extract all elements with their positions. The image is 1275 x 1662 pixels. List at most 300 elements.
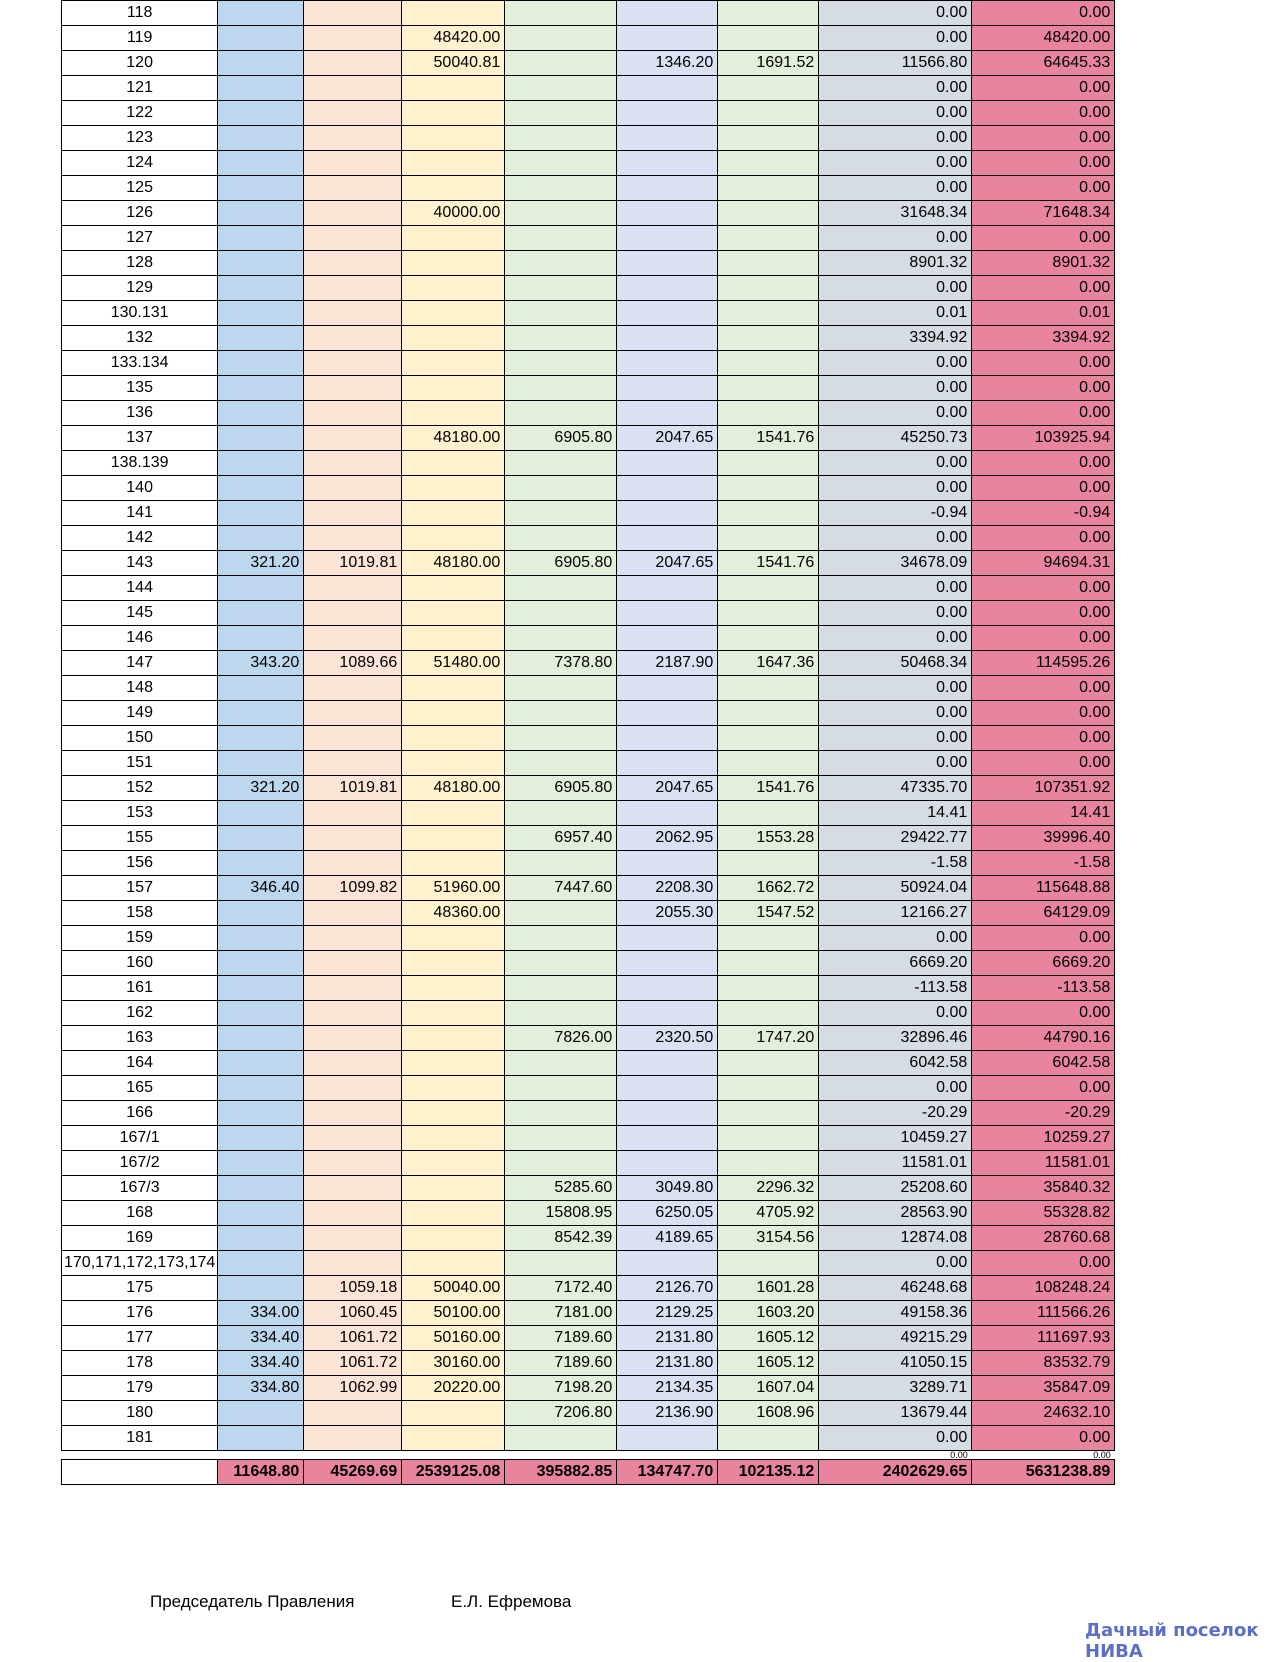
amount-cell: 2131.80 — [617, 1326, 718, 1351]
plot-number-cell: 140 — [62, 476, 218, 501]
amount-cell: 20220.00 — [402, 1376, 505, 1401]
amount-cell — [505, 751, 617, 776]
amount-cell — [718, 801, 819, 826]
amount-cell — [718, 251, 819, 276]
amount-cell: 1060.45 — [304, 1301, 402, 1326]
amount-cell — [402, 726, 505, 751]
amount-cell: 6250.05 — [617, 1201, 718, 1226]
amount-cell — [304, 251, 402, 276]
amount-cell: 2062.95 — [617, 826, 718, 851]
amount-cell: 48180.00 — [402, 551, 505, 576]
table-row — [62, 1176, 1115, 1201]
amount-cell — [718, 301, 819, 326]
amount-cell: 108248.24 — [972, 1276, 1115, 1301]
amount-cell — [218, 576, 304, 601]
amount-cell — [402, 1001, 505, 1026]
amount-cell — [402, 451, 505, 476]
amount-cell: 40000.00 — [402, 201, 505, 226]
amount-cell: 0.00 — [972, 1451, 1115, 1460]
amount-cell: 0.00 — [972, 176, 1115, 201]
table-row — [62, 226, 1115, 251]
amount-cell: 2296.32 — [718, 1176, 819, 1201]
amount-cell: 0.00 — [819, 126, 972, 151]
amount-cell — [505, 926, 617, 951]
amount-cell: 1099.82 — [304, 876, 402, 901]
amount-cell — [218, 1151, 304, 1176]
table-row — [62, 426, 1115, 451]
amount-cell — [402, 226, 505, 251]
amount-cell: 2187.90 — [617, 651, 718, 676]
amount-cell: 7198.20 — [505, 1376, 617, 1401]
amount-cell — [218, 751, 304, 776]
amount-cell — [304, 376, 402, 401]
amount-cell: 48360.00 — [402, 901, 505, 926]
amount-cell — [718, 626, 819, 651]
amount-cell: 50160.00 — [402, 1326, 505, 1351]
plot-number-cell: 136 — [62, 401, 218, 426]
amount-cell: 0.00 — [972, 226, 1115, 251]
amount-cell: 0.00 — [819, 526, 972, 551]
table-row — [62, 1101, 1115, 1126]
table-row — [62, 751, 1115, 776]
table-row — [62, 1326, 1115, 1351]
table-row — [62, 501, 1115, 526]
plot-number-cell: 152 — [62, 776, 218, 801]
amount-cell: 7189.60 — [505, 1351, 617, 1376]
amount-cell: 48420.00 — [972, 26, 1115, 51]
amount-cell — [218, 501, 304, 526]
table-row — [62, 1401, 1115, 1426]
plot-number-cell: 125 — [62, 176, 218, 201]
amount-cell — [617, 1, 718, 26]
amount-cell: 14.41 — [819, 801, 972, 826]
amount-cell — [218, 1251, 304, 1276]
amount-cell: 1541.76 — [718, 776, 819, 801]
amount-cell — [505, 576, 617, 601]
amount-cell — [402, 526, 505, 551]
amount-cell: 0.00 — [972, 601, 1115, 626]
table-row — [62, 851, 1115, 876]
amount-cell — [218, 1026, 304, 1051]
amount-cell: 51960.00 — [402, 876, 505, 901]
amount-cell — [402, 701, 505, 726]
amount-cell: -20.29 — [819, 1101, 972, 1126]
amount-cell — [505, 451, 617, 476]
amount-cell: 3049.80 — [617, 1176, 718, 1201]
amount-cell — [505, 1001, 617, 1026]
amount-cell: 0.00 — [819, 176, 972, 201]
table-row — [62, 276, 1115, 301]
amount-cell: 1019.81 — [304, 776, 402, 801]
table-row — [62, 176, 1115, 201]
amount-cell: 0.00 — [819, 351, 972, 376]
amount-cell — [218, 1276, 304, 1301]
amount-cell — [617, 101, 718, 126]
amount-cell: 111566.26 — [972, 1301, 1115, 1326]
amount-cell — [505, 976, 617, 1001]
amount-cell: 6042.58 — [972, 1051, 1115, 1076]
plot-number-cell: 127 — [62, 226, 218, 251]
amount-cell — [617, 951, 718, 976]
spacer-row — [62, 1451, 1115, 1460]
amount-cell — [402, 1176, 505, 1201]
amount-cell — [402, 1, 505, 26]
plot-number-cell: 159 — [62, 926, 218, 951]
amount-cell — [617, 726, 718, 751]
amount-cell — [505, 401, 617, 426]
amount-cell: 1062.99 — [304, 1376, 402, 1401]
plot-number-cell: 157 — [62, 876, 218, 901]
amount-cell — [617, 376, 718, 401]
amount-cell — [402, 1026, 505, 1051]
amount-cell: 1061.72 — [304, 1326, 402, 1351]
amount-cell: 0.00 — [819, 376, 972, 401]
amount-cell — [218, 526, 304, 551]
amount-cell: 5631238.89 — [972, 1460, 1115, 1485]
table-row — [62, 101, 1115, 126]
amount-cell: -113.58 — [972, 976, 1115, 1001]
table-row — [62, 251, 1115, 276]
amount-cell — [304, 151, 402, 176]
amount-cell: 28760.68 — [972, 1226, 1115, 1251]
amount-cell: 0.00 — [972, 576, 1115, 601]
amount-cell — [304, 201, 402, 226]
amount-cell — [505, 526, 617, 551]
amount-cell — [402, 576, 505, 601]
plot-number-cell: 138.139 — [62, 451, 218, 476]
table-row — [62, 776, 1115, 801]
table-row — [62, 1051, 1115, 1076]
amount-cell: 12166.27 — [819, 901, 972, 926]
amount-cell — [304, 1076, 402, 1101]
amount-cell — [402, 301, 505, 326]
amount-cell — [304, 976, 402, 1001]
amount-cell: 1601.28 — [718, 1276, 819, 1301]
amount-cell: 50924.04 — [819, 876, 972, 901]
amount-cell — [617, 1251, 718, 1276]
table-row — [62, 376, 1115, 401]
amount-cell: 0.00 — [819, 26, 972, 51]
plot-number-cell: 148 — [62, 676, 218, 701]
plot-number-cell — [62, 1451, 218, 1460]
table-row — [62, 726, 1115, 751]
amount-cell — [304, 1051, 402, 1076]
amount-cell: 0.00 — [972, 276, 1115, 301]
amount-cell: 114595.26 — [972, 651, 1115, 676]
amount-cell: 1059.18 — [304, 1276, 402, 1301]
table-row — [62, 801, 1115, 826]
amount-cell: 0.00 — [819, 1451, 972, 1460]
amount-cell: 0.00 — [972, 401, 1115, 426]
amount-cell — [218, 401, 304, 426]
amount-cell — [617, 801, 718, 826]
table-row — [62, 301, 1115, 326]
amount-cell: -20.29 — [972, 1101, 1115, 1126]
amount-cell — [304, 751, 402, 776]
amount-cell — [617, 701, 718, 726]
amount-cell: 3394.92 — [819, 326, 972, 351]
amount-cell: 49215.29 — [819, 1326, 972, 1351]
amount-cell — [218, 1051, 304, 1076]
amount-cell: 102135.12 — [718, 1460, 819, 1485]
amount-cell — [617, 976, 718, 1001]
amount-cell: 47335.70 — [819, 776, 972, 801]
table-row — [62, 676, 1115, 701]
amount-cell: 46248.68 — [819, 1276, 972, 1301]
amount-cell — [304, 176, 402, 201]
plot-number-cell: 166 — [62, 1101, 218, 1126]
amount-cell — [304, 401, 402, 426]
amount-cell — [718, 101, 819, 126]
amount-cell: 0.00 — [819, 926, 972, 951]
amount-cell — [718, 1251, 819, 1276]
amount-cell — [218, 26, 304, 51]
plot-number-cell — [62, 1460, 218, 1485]
amount-cell — [402, 501, 505, 526]
amount-cell — [218, 1176, 304, 1201]
amount-cell — [402, 476, 505, 501]
plot-number-cell: 124 — [62, 151, 218, 176]
amount-cell: 0.00 — [819, 601, 972, 626]
table-row — [62, 1026, 1115, 1051]
amount-cell: 45250.73 — [819, 426, 972, 451]
amount-cell: 2131.80 — [617, 1351, 718, 1376]
amount-cell: 34678.09 — [819, 551, 972, 576]
payments-table — [61, 0, 1115, 1485]
amount-cell — [505, 76, 617, 101]
amount-cell — [304, 576, 402, 601]
amount-cell — [505, 1451, 617, 1460]
amount-cell — [505, 701, 617, 726]
amount-cell — [304, 101, 402, 126]
amount-cell: 334.40 — [218, 1326, 304, 1351]
table-row — [62, 976, 1115, 1001]
plot-number-cell: 119 — [62, 26, 218, 51]
amount-cell: 24632.10 — [972, 1401, 1115, 1426]
amount-cell: 0.00 — [972, 1426, 1115, 1451]
amount-cell: 48420.00 — [402, 26, 505, 51]
amount-cell — [402, 951, 505, 976]
amount-cell — [218, 201, 304, 226]
amount-cell — [218, 351, 304, 376]
amount-cell — [505, 626, 617, 651]
amount-cell — [617, 576, 718, 601]
amount-cell: 64645.33 — [972, 51, 1115, 76]
amount-cell — [402, 126, 505, 151]
amount-cell: 321.20 — [218, 551, 304, 576]
plot-number-cell: 169 — [62, 1226, 218, 1251]
amount-cell: 0.00 — [819, 1001, 972, 1026]
amount-cell — [505, 801, 617, 826]
amount-cell — [218, 226, 304, 251]
amount-cell — [718, 376, 819, 401]
plot-number-cell: 160 — [62, 951, 218, 976]
amount-cell: 7181.00 — [505, 1301, 617, 1326]
table-row — [62, 1376, 1115, 1401]
amount-cell: 1346.20 — [617, 51, 718, 76]
amount-cell — [304, 601, 402, 626]
amount-cell — [218, 926, 304, 951]
totals-row — [62, 1460, 1115, 1485]
watermark-text: Дачный поселок НИВА — [1085, 1620, 1259, 1662]
amount-cell — [402, 376, 505, 401]
amount-cell — [218, 851, 304, 876]
table-row — [62, 1251, 1115, 1276]
table-row — [62, 1151, 1115, 1176]
amount-cell — [617, 1451, 718, 1460]
amount-cell: 0.00 — [972, 1251, 1115, 1276]
amount-cell — [505, 301, 617, 326]
amount-cell — [402, 1151, 505, 1176]
amount-cell — [505, 176, 617, 201]
amount-cell — [218, 51, 304, 76]
table-row — [62, 526, 1115, 551]
amount-cell: 0.00 — [819, 401, 972, 426]
amount-cell: 2402629.65 — [819, 1460, 972, 1485]
amount-cell: 41050.15 — [819, 1351, 972, 1376]
amount-cell — [304, 1026, 402, 1051]
amount-cell — [718, 1076, 819, 1101]
table-row — [62, 1, 1115, 26]
table-row — [62, 76, 1115, 101]
amount-cell — [718, 476, 819, 501]
amount-cell: 15808.95 — [505, 1201, 617, 1226]
amount-cell: 39996.40 — [972, 826, 1115, 851]
amount-cell: 0.00 — [819, 226, 972, 251]
amount-cell: 0.00 — [972, 76, 1115, 101]
plot-number-cell: 178 — [62, 1351, 218, 1376]
amount-cell — [304, 1126, 402, 1151]
amount-cell: 343.20 — [218, 651, 304, 676]
amount-cell — [505, 476, 617, 501]
plot-number-cell: 147 — [62, 651, 218, 676]
amount-cell: 0.00 — [819, 676, 972, 701]
amount-cell — [505, 51, 617, 76]
amount-cell: 0.00 — [972, 526, 1115, 551]
amount-cell — [304, 826, 402, 851]
amount-cell — [218, 176, 304, 201]
table-row — [62, 1076, 1115, 1101]
amount-cell: 0.00 — [972, 676, 1115, 701]
plot-number-cell: 155 — [62, 826, 218, 851]
plot-number-cell: 142 — [62, 526, 218, 551]
table-row — [62, 626, 1115, 651]
amount-cell — [718, 576, 819, 601]
amount-cell: 6669.20 — [972, 951, 1115, 976]
amount-cell: 11581.01 — [972, 1151, 1115, 1176]
amount-cell — [304, 901, 402, 926]
amount-cell: 7206.80 — [505, 1401, 617, 1426]
plot-number-cell: 123 — [62, 126, 218, 151]
amount-cell: 6905.80 — [505, 776, 617, 801]
amount-cell: 1541.76 — [718, 551, 819, 576]
amount-cell — [617, 626, 718, 651]
plot-number-cell: 128 — [62, 251, 218, 276]
amount-cell: 50468.34 — [819, 651, 972, 676]
amount-cell: 1019.81 — [304, 551, 402, 576]
amount-cell: 6957.40 — [505, 826, 617, 851]
amount-cell: 0.00 — [819, 751, 972, 776]
amount-cell: 1541.76 — [718, 426, 819, 451]
amount-cell: 3154.56 — [718, 1226, 819, 1251]
amount-cell — [304, 526, 402, 551]
amount-cell: 94694.31 — [972, 551, 1115, 576]
amount-cell: 35847.09 — [972, 1376, 1115, 1401]
amount-cell — [402, 801, 505, 826]
amount-cell: 0.00 — [972, 151, 1115, 176]
amount-cell — [505, 201, 617, 226]
amount-cell — [718, 276, 819, 301]
amount-cell — [304, 951, 402, 976]
amount-cell: 50040.00 — [402, 1276, 505, 1301]
amount-cell: 2129.25 — [617, 1301, 718, 1326]
amount-cell — [505, 1151, 617, 1176]
amount-cell — [617, 601, 718, 626]
table-row — [62, 51, 1115, 76]
amount-cell — [218, 476, 304, 501]
amount-cell — [402, 251, 505, 276]
plot-number-cell: 168 — [62, 1201, 218, 1226]
amount-cell — [718, 951, 819, 976]
amount-cell — [505, 601, 617, 626]
amount-cell — [402, 851, 505, 876]
amount-cell — [505, 901, 617, 926]
amount-cell — [505, 951, 617, 976]
amount-cell — [402, 1251, 505, 1276]
amount-cell — [718, 1451, 819, 1460]
amount-cell: 2136.90 — [617, 1401, 718, 1426]
amount-cell — [505, 1051, 617, 1076]
amount-cell — [304, 1101, 402, 1126]
amount-cell — [402, 1051, 505, 1076]
amount-cell — [304, 1401, 402, 1426]
amount-cell: 6669.20 — [819, 951, 972, 976]
amount-cell: 30160.00 — [402, 1351, 505, 1376]
amount-cell: 50040.81 — [402, 51, 505, 76]
amount-cell: 51480.00 — [402, 651, 505, 676]
amount-cell: 0.00 — [972, 701, 1115, 726]
amount-cell — [718, 1051, 819, 1076]
plot-number-cell: 151 — [62, 751, 218, 776]
amount-cell: 0.00 — [819, 701, 972, 726]
amount-cell — [617, 476, 718, 501]
amount-cell: 8542.39 — [505, 1226, 617, 1251]
amount-cell — [218, 1076, 304, 1101]
amount-cell: 35840.32 — [972, 1176, 1115, 1201]
amount-cell: 50100.00 — [402, 1301, 505, 1326]
amount-cell — [218, 1126, 304, 1151]
amount-cell — [505, 851, 617, 876]
amount-cell: 55328.82 — [972, 1201, 1115, 1226]
amount-cell: 2047.65 — [617, 551, 718, 576]
amount-cell — [718, 126, 819, 151]
amount-cell: 1061.72 — [304, 1351, 402, 1376]
amount-cell: 0.00 — [819, 76, 972, 101]
plot-number-cell: 132 — [62, 326, 218, 351]
amount-cell: 7172.40 — [505, 1276, 617, 1301]
table-row — [62, 1001, 1115, 1026]
amount-cell: 4705.92 — [718, 1201, 819, 1226]
amount-cell: 1747.20 — [718, 1026, 819, 1051]
amount-cell: 107351.92 — [972, 776, 1115, 801]
plot-number-cell: 130.131 — [62, 301, 218, 326]
table-row — [62, 926, 1115, 951]
amount-cell — [218, 601, 304, 626]
amount-cell — [218, 151, 304, 176]
amount-cell — [304, 301, 402, 326]
amount-cell: 3394.92 — [972, 326, 1115, 351]
amount-cell: 1691.52 — [718, 51, 819, 76]
